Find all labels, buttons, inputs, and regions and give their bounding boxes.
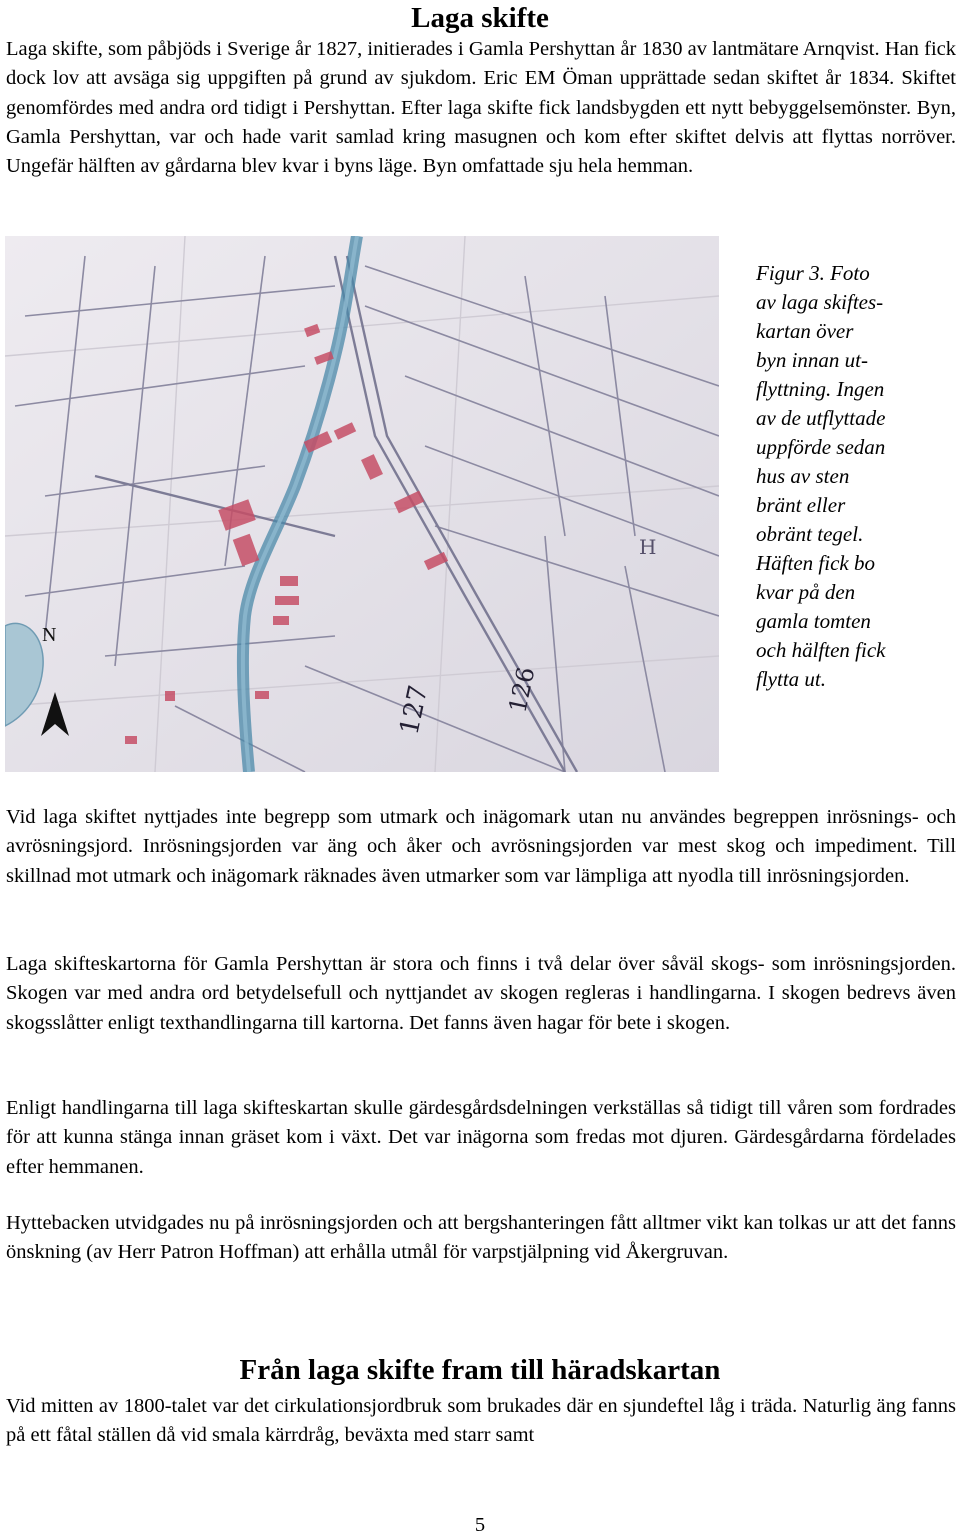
caption-line: av de utflyttade — [756, 406, 886, 430]
north-arrow-icon — [38, 692, 72, 736]
caption-line: flyttning. Ingen — [756, 377, 885, 401]
caption-line: hus av sten — [756, 464, 850, 488]
paragraph-skifteskartor: Laga skifteskartorna för Gamla Pershyttan är stora och finns i två delar över såväl skogs- som inrösningsjorden. Skogen var med andra ord betydelsefull och nyttjandet av skogen regleras i handlingarna. I skogen bedrevs även skogsslåtter enligt texthandlingarna till kartorna. Det fanns även hagar för bete i skogen. — [6, 953, 956, 1034]
caption-line: flytta ut. — [756, 667, 826, 691]
caption-line: uppförde sedan — [756, 435, 886, 459]
north-label: N — [42, 624, 57, 646]
map-letter-h: H — [639, 535, 657, 559]
caption-line: bränt eller — [756, 493, 846, 517]
figure-caption — [756, 259, 946, 694]
paragraph-hyttebacken: Hyttebacken utvidgades nu på inrösningsjorden och att bergshanteringen fått alltmer vikt kan tolkas ur att det fanns önskning (av Herr Patron Hoffman) att erhålla utmål för varpstjälpning vid Åkergruvan. — [6, 1212, 956, 1264]
caption-line: byn innan ut- — [756, 348, 868, 372]
page-title: Laga skifte — [411, 2, 549, 34]
intro-paragraph: Laga skifte, som påbjöds i Sverige år 1827, initierades i Gamla Pershyttan år 1830 av lantmätare Arnqvist. Han fick dock lov att avsäga sig uppgiften på grund av sjukdom. Eric EM Öman upprättade sedan skiftet år 1834. Skiftet genomfördes med andra ord tidigt i Pershyttan. Efter laga skifte fick landsbygden ett nytt bebyggelsemönster. Byn, Gamla Pershyttan, var och hade varit samlad kring masugnen och kom efter skiftet delvis att flyttas norröver. Ungefär hälften av gårdarna blev kvar i byns läge. Byn omfattade sju hela hemman. — [6, 38, 956, 178]
paragraph-utmark: Vid laga skiftet nyttjades inte begrepp som utmark och inägomark utan nu användes begreppen inrösnings- och avrösningsjord. Inrösningsjorden var äng och åker och avrösningsjorden var mest skog och impediment. Till skillnad mot utmark och inägomark räknades även utmarker som var lämpliga att nyodla till inrösningsjorden. — [6, 806, 956, 887]
caption-line: Figur 3. Foto — [756, 261, 870, 285]
map-number-127: 127 — [394, 682, 435, 738]
caption-line: obränt tegel. — [756, 522, 864, 546]
caption-line: gamla tomten — [756, 609, 871, 633]
caption-line: kvar på den — [756, 580, 856, 604]
caption-line: Häften fick bo — [756, 551, 875, 575]
north-arrow — [38, 624, 72, 736]
page-number: 5 — [474, 1514, 486, 1536]
paragraph-cirkulationsjordbruk: Vid mitten av 1800-talet var det cirkulationsjordbruk som brukades där en sjundeftel låg i träda. Naturlig äng fanns på ett fåtal ställen då vid smala kärrdråg, beväxta med starr samt — [6, 1395, 956, 1447]
section-title: Från laga skifte fram till häradskartan — [239, 1354, 721, 1386]
paragraph-gardesgard: Enligt handlingarna till laga skifteskartan skulle gärdesgårdsdelningen verkställas så tidigt till våren som fordrades för att kunna stänga innan gräset kom i växt. Det var inägorna som fredas mot djuren. Gärdesgårdarna fördelades efter hemmanen. — [6, 1097, 956, 1178]
caption-line: och hälften fick — [756, 638, 886, 662]
historical-map-photo — [5, 236, 719, 772]
caption-line: av laga skiftes- — [756, 290, 884, 314]
map-number-126: 126 — [503, 664, 541, 716]
caption-line: kartan över — [756, 319, 854, 343]
